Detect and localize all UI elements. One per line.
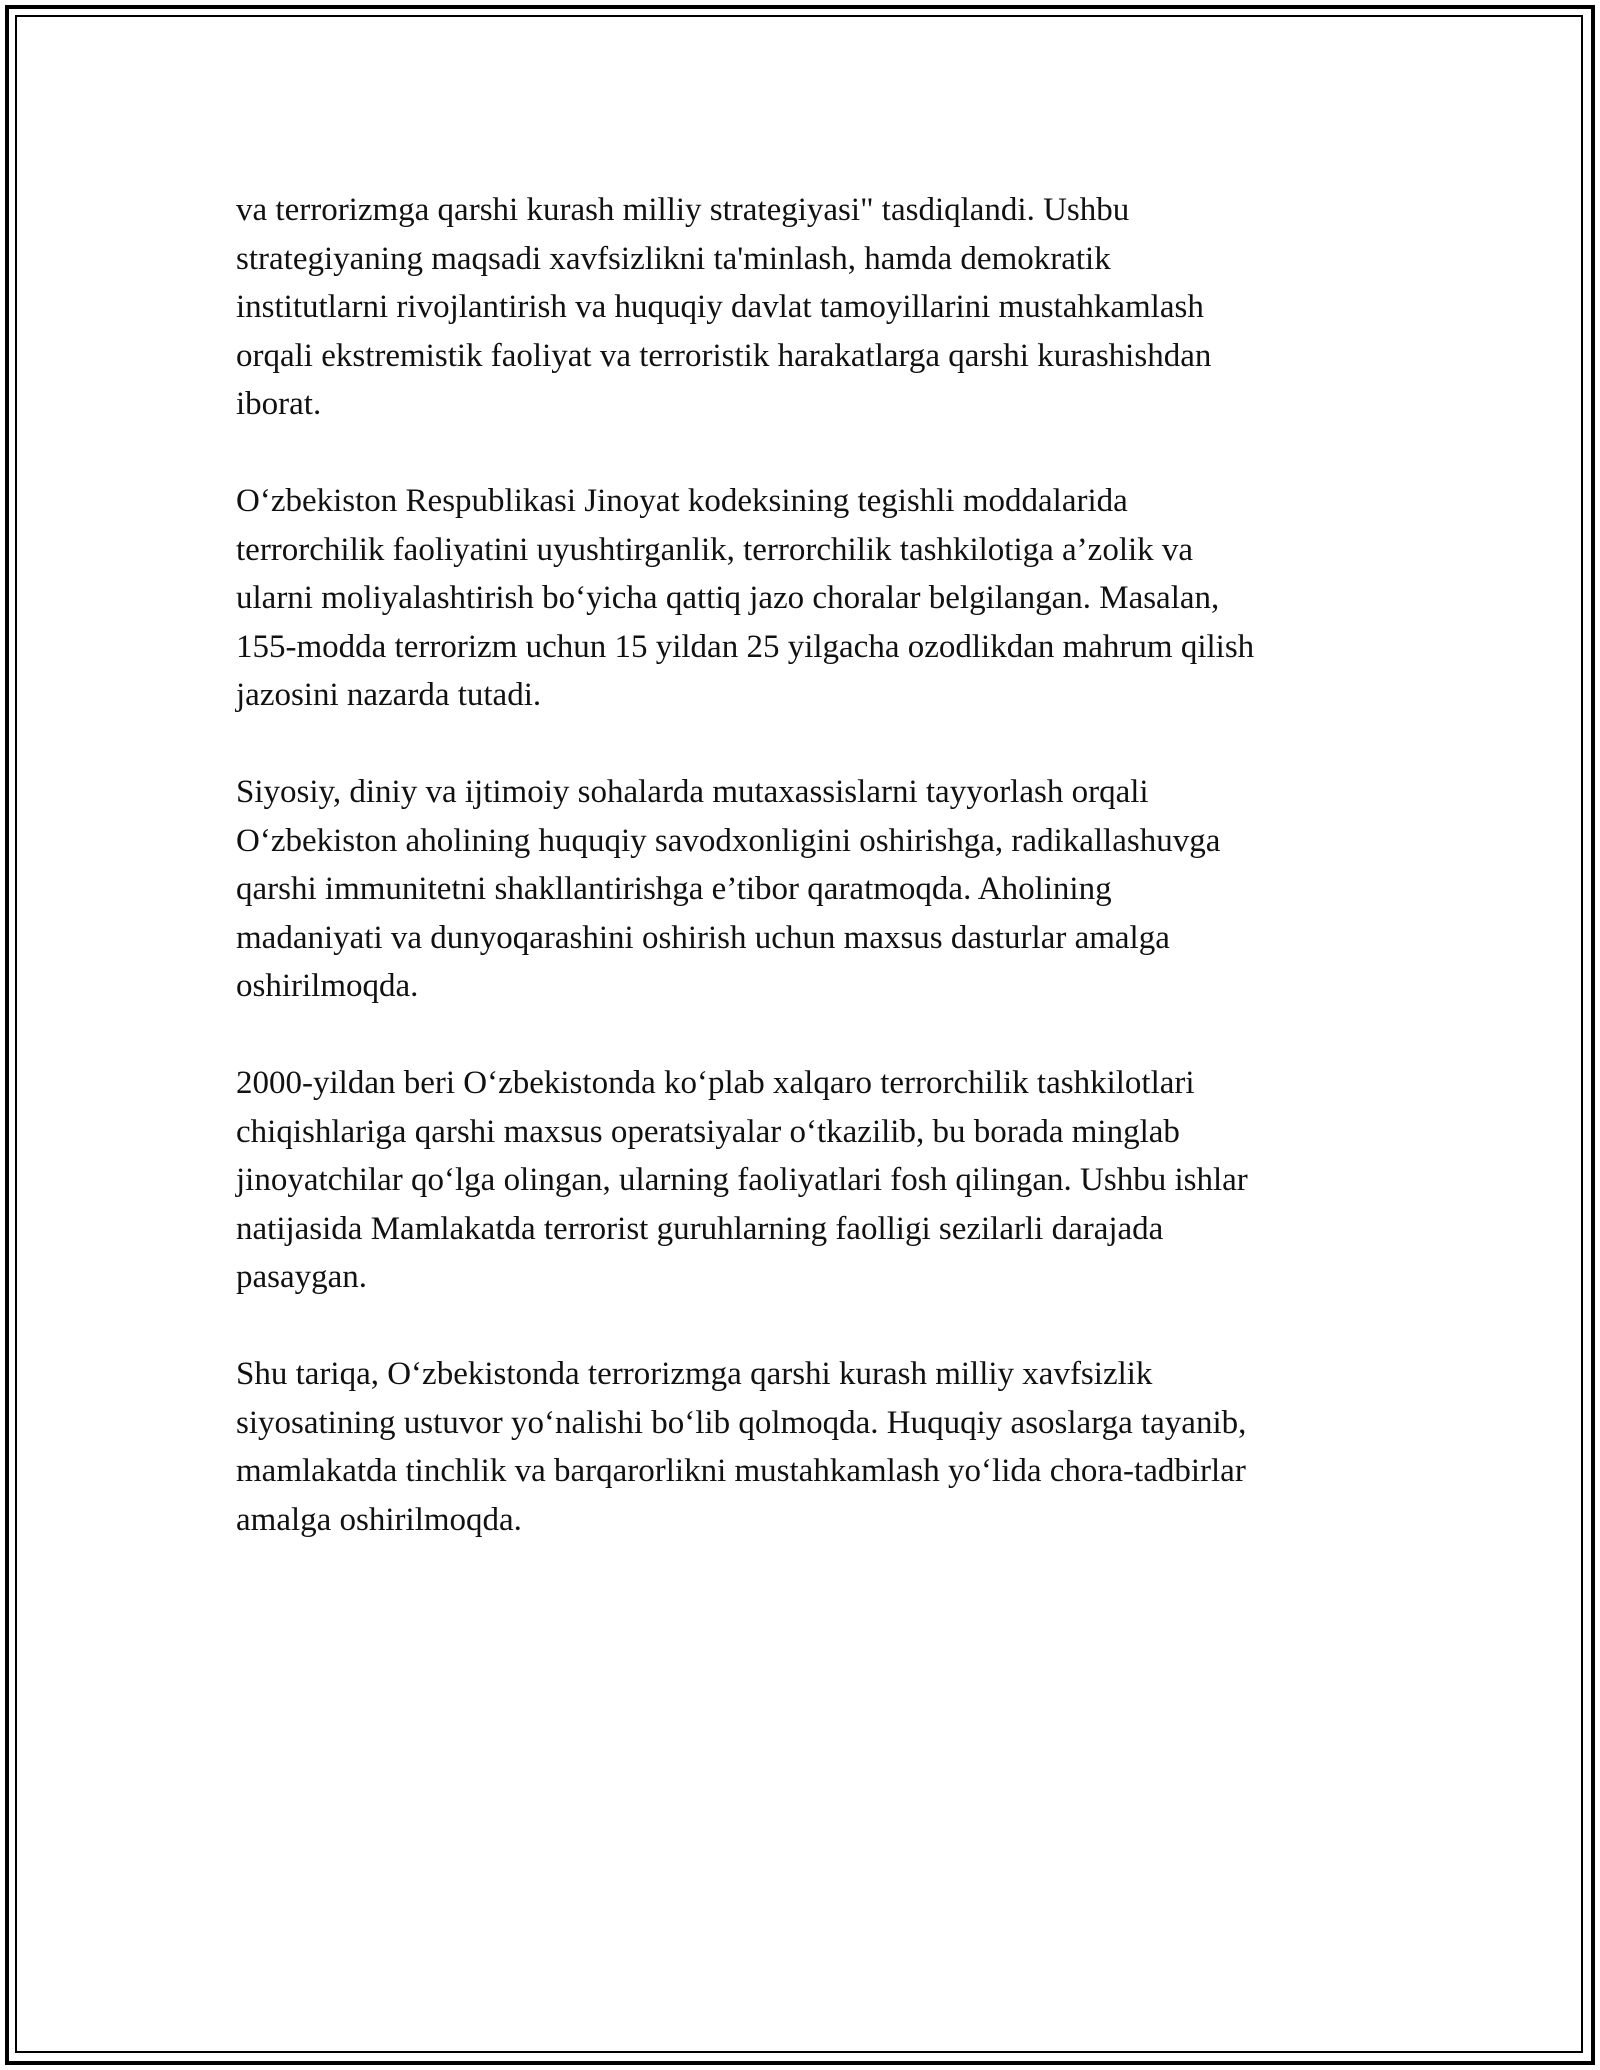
paragraph-criminal-code: O‘zbekiston Respublikasi Jinoyat kodeksining tegishli moddalarida terrorchilik faoliyatini uyushtirganlik, terrorchilik tashkilotiga a’zolik va ularni moliyalashtirish bo‘yicha qattiq jazo choralar belgilangan. Masalan, 155-modda terrorizm uchun 15 yildan 25 yilgacha ozodlikdan mahrum qilish jazosini nazarda tutadi. bbox=[236, 483, 1255, 713]
paragraph-conclusion: Shu tariqa, O‘zbekistonda terrorizmga qarshi kurash milliy xavfsizlik siyosatining ustuvor yo‘nalishi bo‘lib qolmoqda. Huquqiy asoslarga tayanib, mamlakatda tinchlik va barqarorlikni mustahkamlash yo‘lida chora-tadbirlar amalga oshirilmoqda. bbox=[236, 1356, 1247, 1538]
paragraph-operations: 2000-yildan beri O‘zbekistonda ko‘plab xalqaro terrorchilik tashkilotlari chiqishlariga qarshi maxsus operatsiyalar o‘tkazilib, bu borada minglab jinoyatchilar qo‘lga olingan, ularning faoliyatlari fosh qilingan. Ushbu ishlar natijasida Mamlakatda terrorist guruhlarning faolligi sezilarli darajada pasaygan. bbox=[236, 1065, 1248, 1295]
document-body bbox=[236, 186, 1386, 1593]
paragraph-education: Siyosiy, diniy va ijtimoiy sohalarda mutaxassislarni tayyorlash orqali O‘zbekiston aholining huquqiy savodxonligini oshirishga, radikallashuvga qarshi immunitetni shakllantirishga e’tibor qaratmoqda. Aholining madaniyati va dunyoqarashini oshirish uchun maxsus dasturlar amalga oshirilmoqda. bbox=[236, 774, 1221, 1004]
paragraph-strategy: va terrorizmga qarshi kurash milliy strategiyasi" tasdiqlandi. Ushbu strategiyaning maqsadi xavfsizlikni ta'minlash, hamda demokratik institutlarni rivojlantirish va huquqiy davlat tamoyillarini mustahkamlash orqali ekstremistik faoliyat va terroristik harakatlarga qarshi kurashishdan iborat. bbox=[236, 192, 1212, 422]
